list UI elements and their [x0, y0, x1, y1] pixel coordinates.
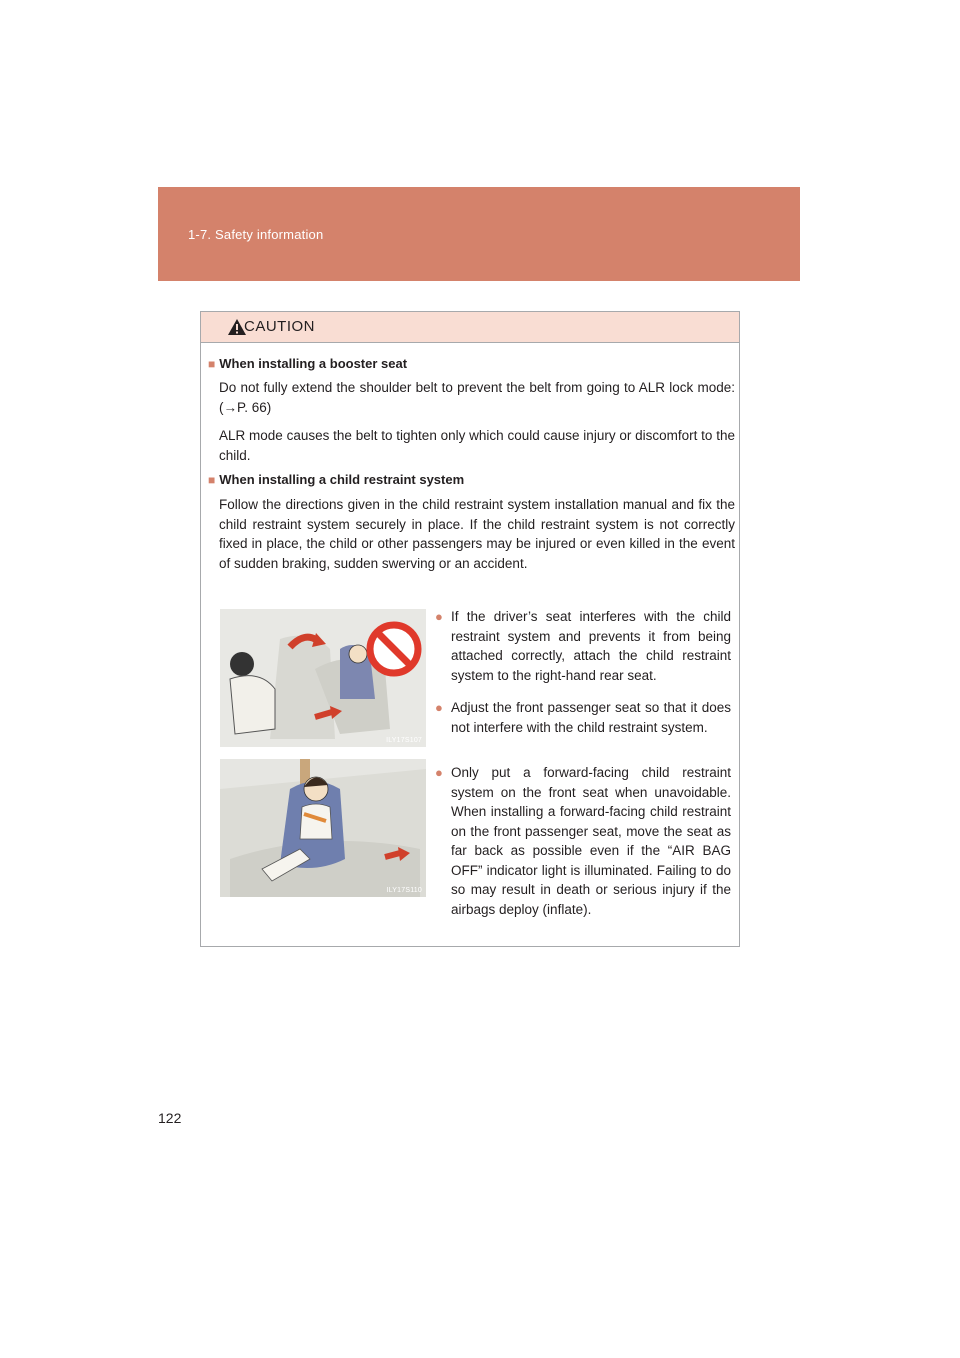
item-heading-child-restraint: ■ When installing a child restraint system [208, 472, 465, 487]
illustration-code: ILY17S107 [386, 737, 422, 744]
seat-interference-drawing [220, 609, 426, 747]
bullet-item-adjust-seat: ● Adjust the front passenger seat so that it does not interfere with the child restraint system. [435, 700, 731, 735]
circle-bullet-icon: ● [435, 700, 443, 715]
caution-label: CAUTION [244, 318, 315, 335]
child-restraint-paragraph: Follow the directions given in the child restraint system installation manual and fix the child restraint system securely in place. If the child restraint system is not correctly fixed in place, the child or other passengers may be injured or even killed in the event of sudden braking, sudden swerving or an accident. [219, 497, 735, 571]
caution-box [200, 311, 740, 947]
bullet-item-forward-facing: ● Only put a forward-facing child restraint system on the front seat when unavoidable. When installing a forward-facing child restraint on the front passenger seat, move the seat as far back as possible even if the “AIR BAG OFF” indicator light is illuminated. Failing to do so may result in death or serious injury if the airbags deploy (inflate). [435, 765, 731, 917]
illustration-driver-seat-interference [220, 609, 426, 747]
caution-header [201, 312, 739, 343]
page-number: 122 [158, 1110, 182, 1126]
forward-facing-seat-drawing [220, 759, 426, 897]
section-header-band [158, 187, 800, 281]
square-bullet-icon: ■ [208, 357, 216, 371]
illustration-code: ILY17S110 [386, 887, 422, 894]
item-heading-booster: ■ When installing a booster seat [208, 356, 408, 371]
circle-bullet-icon: ● [435, 765, 443, 780]
circle-bullet-icon: ● [435, 609, 443, 624]
section-title: 1-7. Safety information [188, 227, 324, 242]
booster-paragraph-1: Do not fully extend the shoulder belt to prevent the belt from going to ALR lock mode: (→P. 66) [219, 380, 735, 415]
illustration-forward-facing-seat [220, 759, 426, 897]
booster-paragraph-2: ALR mode causes the belt to tighten only which could cause injury or discomfort to the child. [219, 428, 735, 463]
bullet-item-driver-seat: ● If the driver’s seat interferes with the child restraint system and prevents it from being attached correctly, attach the child restraint system to the right-hand rear seat. [435, 609, 731, 683]
square-bullet-icon: ■ [208, 473, 216, 487]
